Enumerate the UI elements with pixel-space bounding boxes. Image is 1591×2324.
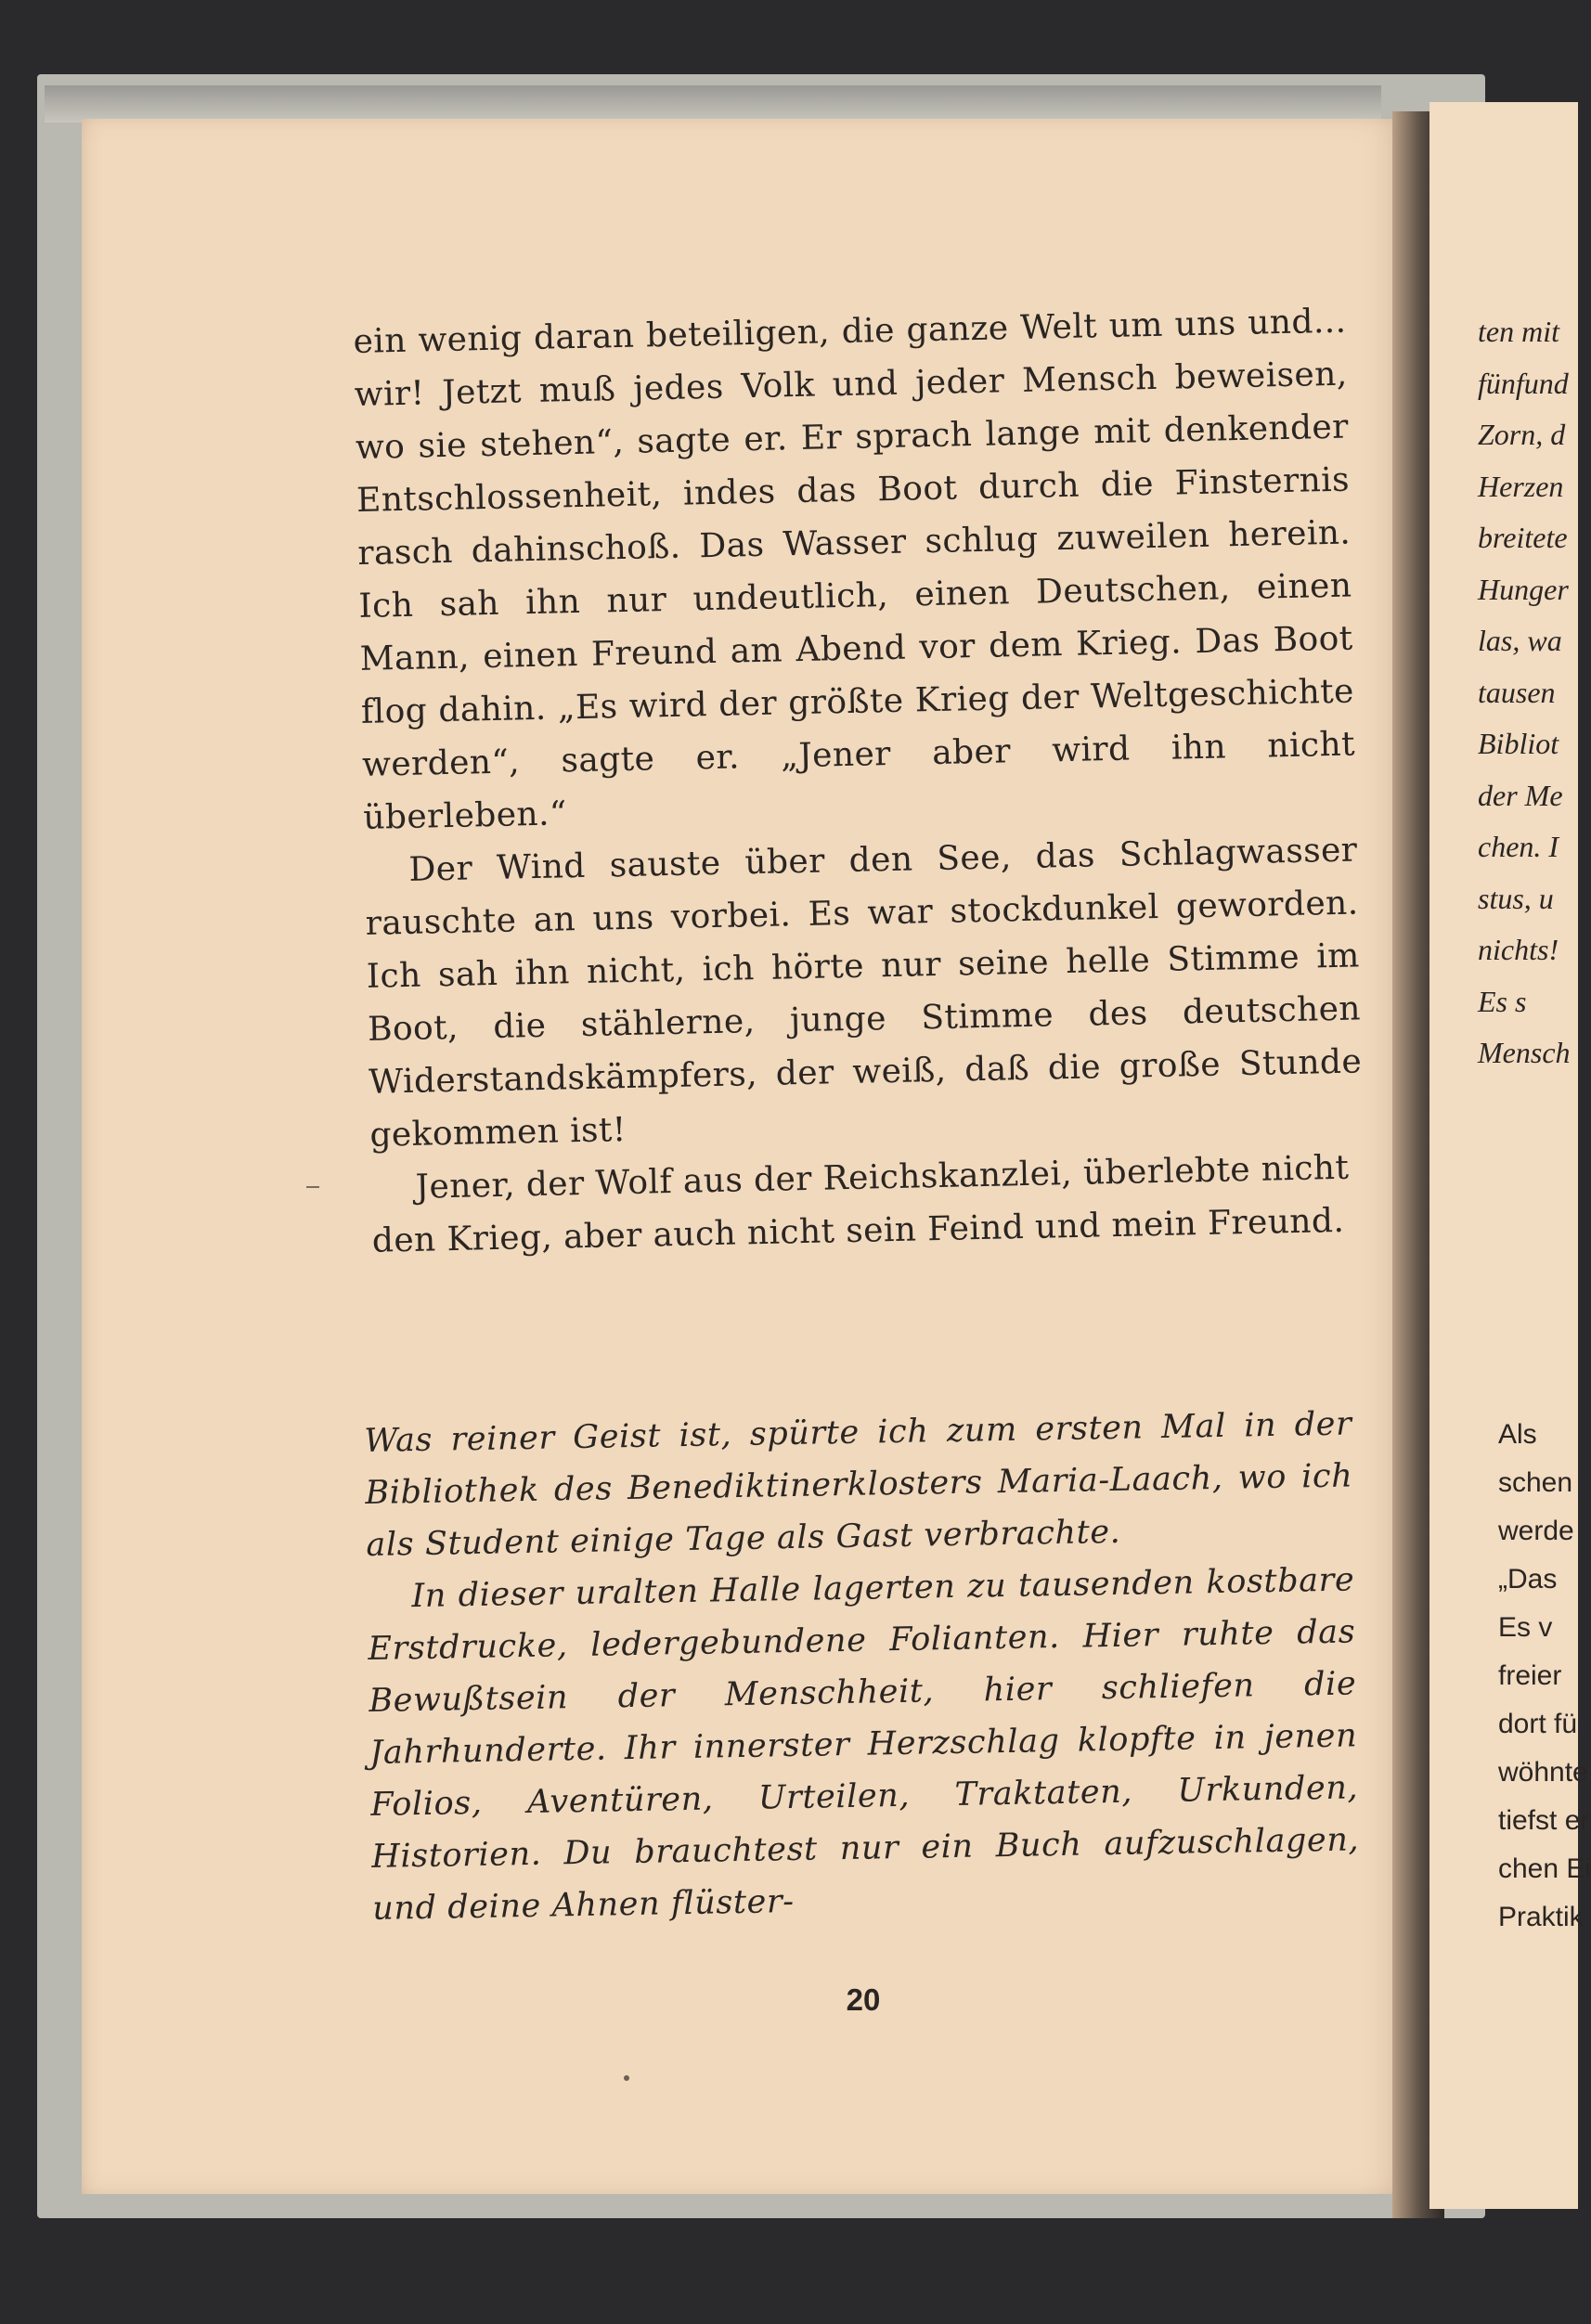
right-fragment: stus, u [1478,881,1554,915]
right-fragment: las, wa [1478,624,1562,657]
right-fragment: chen Ei [1498,1853,1591,1884]
ink-dot [624,2075,629,2081]
italic-paragraph-2: In dieser uralten Halle lagerten zu tausenden kostbare Erstdrucke, ledergebundene Folianten. Hier ruhte das Bewußtsein der Menschheit, hier schliefen die Jahrhunderte. Ihr innerster Herzschlag klopfte in jenen Folios, Aventüren, Urteilen, Traktaten, Urkunden, Historien. Du brauchtest nur ein Buch aufzuschlagen, und deine Ahnen flüster- [368,1561,1360,1928]
right-fragment: wöhnte [1498,1757,1588,1788]
right-fragment: breitete [1478,521,1568,554]
right-fragment: dort fü [1498,1709,1578,1739]
right-fragment: Zorn, d [1478,418,1566,451]
main-text-block [353,295,1365,1268]
right-fragment: „Das [1498,1564,1558,1595]
right-fragment: Als [1498,1419,1537,1450]
book-cover-edge [45,85,1381,123]
right-fragment: Mensch [1478,1036,1571,1069]
italic-paragraph-1: Was reiner Geist ist, spürte ich zum ersten Mal in der Bibliothek des Benediktinerklosters Maria-Laach, wo ich als Student einige Tage als Gast verbrachte. [364,1405,1353,1564]
right-fragment: werde [1498,1516,1574,1546]
right-fragment: freier [1498,1660,1562,1691]
italic-text-block [364,1398,1361,1934]
right-fragment: ten mit [1478,315,1559,348]
right-fragment: Es v [1498,1612,1553,1643]
right-fragment: fünfund [1478,366,1569,400]
right-fragment: Bibliot [1478,727,1559,760]
right-fragment: tausen [1478,675,1556,709]
right-page [1429,102,1591,2209]
right-fragment: Praktik [1498,1902,1584,1932]
right-fragment: schen [1498,1467,1573,1498]
paragraph-1: ein wenig daran beteiligen, die ganze Welt um uns und... wir! Jetzt muß jedes Volk und jeder Mensch beweisen, wo sie stehen“, sagte er. Er sprach lange mit denkender Entschlossenheit, indes das Boot durch die Finsternis rasch dahinschoß. Das Wasser schlug zuweilen herein. Ich sah ihn nur undeutlich, einen Deutschen, einen Mann, einen Freund am Abend vor dem Krieg. Das Boot flog dahin. „Es wird der größte Krieg der Weltgeschichte werden“, sagte er. „Jener aber wird ihn nicht überleben.“ [353,302,1356,837]
right-fragment: der Me [1478,778,1563,812]
right-fragment: tiefst er [1498,1805,1590,1836]
right-fragment: chen. I [1478,830,1559,863]
right-fragment: nichts! [1478,933,1559,966]
right-fragment: Hunger [1478,572,1569,606]
margin-mark [306,1186,319,1188]
right-page-bottom-column [1498,1411,1591,1942]
right-page-top-column [1478,306,1571,1079]
paragraph-2: Der Wind sauste über den See, das Schlagwasser rauschte an uns vorbei. Es war stockdunkel geworden. Ich sah ihn nicht, ich hörte nur seine helle Stimme im Boot, die stählerne, junge Stimme des deutschen Widerstandskämpfers, der weiß, daß die große Stunde gekommen ist! [365,831,1363,1155]
right-fragment: Es s [1478,984,1527,1018]
page-number: 20 [846,1982,881,2017]
paragraph-3: Jener, der Wolf aus der Reichskanzlei, überlebte nicht den Krieg, aber auch nicht sein Feind und mein Freund. [371,1148,1350,1260]
right-fragment: Herzen [1478,469,1564,503]
